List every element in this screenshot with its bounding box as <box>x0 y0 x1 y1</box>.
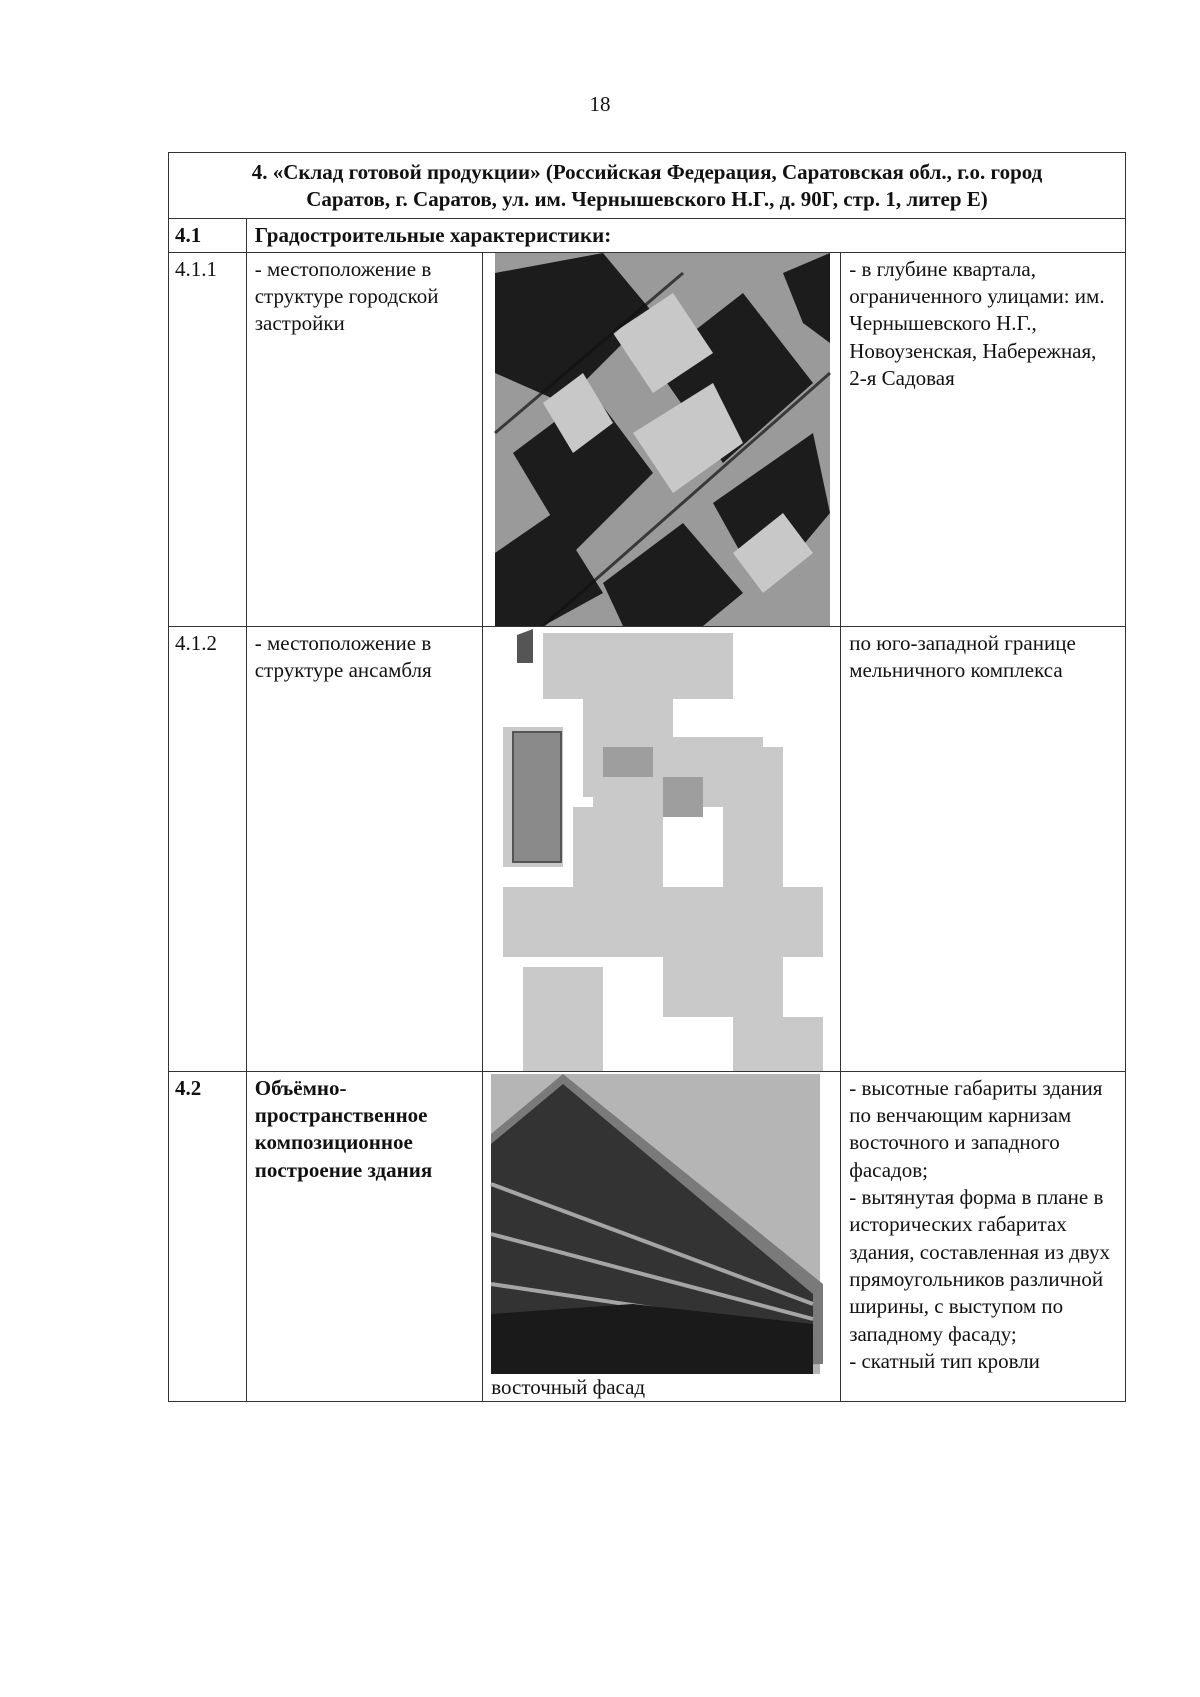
description-line-2: - вытянутая форма в плане в исторических габаритах здания, составленная из двух прямоугольников различной ширины, с выступом по западному фасаду; <box>849 1185 1111 1346</box>
passport-table <box>168 152 1126 1402</box>
object-title-line-2: Саратов, г. Саратов, ул. им. Чернышевского Н.Г., д. 90Г, стр. 1, литер Е) <box>306 187 988 212</box>
description-line-3: - скатный тип кровли <box>849 1348 1040 1373</box>
row-label: - местоположение в структуре городской застройки <box>246 252 482 626</box>
row-label: - местоположение в структуре ансамбля <box>246 626 482 1071</box>
aerial-photo <box>483 253 840 626</box>
page-number: 18 <box>589 92 611 116</box>
row-number: 4.2 <box>169 1071 247 1401</box>
row-description <box>841 1071 1126 1401</box>
facade-caption: восточный фасад <box>491 1374 646 1399</box>
section-4-1-row <box>169 218 1126 252</box>
aerial-photo-cell <box>483 252 841 626</box>
row-4-1-1 <box>169 252 1126 626</box>
object-title-row <box>169 153 1126 219</box>
facade-photo <box>483 1074 840 1374</box>
section-number: 4.1 <box>169 218 247 252</box>
object-title <box>169 153 1126 219</box>
row-4-1-2 <box>169 626 1126 1071</box>
row-4-2 <box>169 1071 1126 1401</box>
ensemble-plan-cell <box>483 626 841 1071</box>
row-description: - в глубине квартала, ограниченного улицами: им. Чернышевского Н.Г., Новоузенская, Набережная, 2-я Садовая <box>841 252 1126 626</box>
row-number: 4.1.2 <box>169 626 247 1071</box>
facade-photo-cell <box>483 1071 841 1401</box>
object-title-line-1: 4. «Склад готовой продукции» (Российская Федерация, Саратовская обл., г.о. город <box>251 160 1043 184</box>
row-number: 4.1.1 <box>169 252 247 626</box>
row-description: по юго-западной границе мельничного комплекса <box>841 626 1126 1071</box>
description-line-1: - высотные габариты здания по венчающим карнизам восточного и западного фасадов; <box>849 1075 1103 1182</box>
ensemble-plan <box>483 627 840 1071</box>
row-label: Объёмно-пространственное композиционное построение здания <box>246 1071 482 1401</box>
section-heading: Градостроительные характеристики: <box>246 218 1125 252</box>
